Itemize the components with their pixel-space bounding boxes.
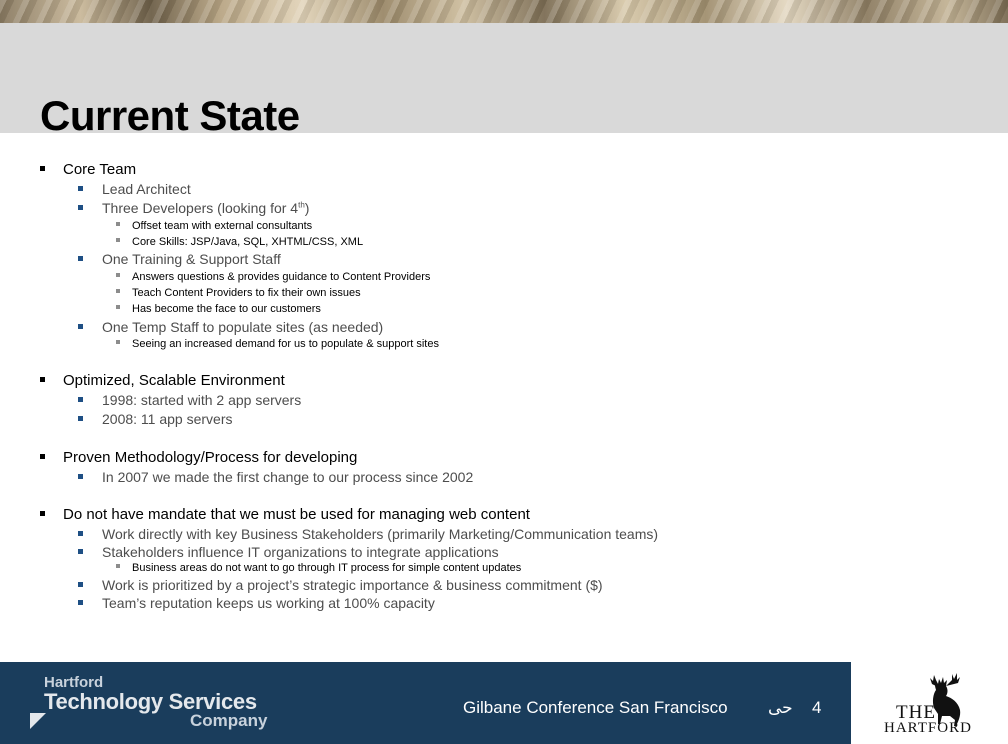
bullet-face-customers <box>116 303 321 315</box>
hartford-logo-name: HARTFORD <box>884 720 972 736</box>
bullet-lead-architect <box>78 181 191 197</box>
bullet-marker <box>116 289 120 293</box>
bullet-text: Seeing an increased demand for us to populate & support sites <box>132 338 439 350</box>
bullet-marker <box>116 305 120 309</box>
bullet-marker <box>78 186 83 191</box>
bullet-marker <box>78 324 83 329</box>
bullet-text: ) <box>304 200 310 216</box>
bullet-stakeholders-influence <box>78 544 499 560</box>
bullet-2008-servers <box>78 411 233 427</box>
bullet-2007-change <box>78 469 473 485</box>
bullet-text: 2008: 11 app servers <box>102 411 233 427</box>
bullet-text: In 2007 we made the first change to our process since 2002 <box>102 469 474 485</box>
bullet-marker <box>116 273 120 277</box>
bullet-work-directly <box>78 526 658 542</box>
bullet-marker <box>40 377 45 382</box>
bullet-business-areas <box>116 562 521 574</box>
bullet-marker <box>40 511 45 516</box>
bullet-marker <box>78 582 83 587</box>
bullet-marker <box>78 531 83 536</box>
bullet-no-mandate <box>40 506 530 523</box>
bullet-text: Optimized, Scalable Environment <box>63 372 285 389</box>
htsc-logo-mark-icon <box>30 713 46 729</box>
bullet-marker <box>78 205 83 210</box>
bullet-text: Offset team with external consultants <box>132 220 313 232</box>
bullet-marker <box>116 340 120 344</box>
bullet-1998-servers <box>78 392 301 408</box>
bullet-proven-methodology <box>40 449 357 466</box>
header-photo-strip <box>0 0 1008 23</box>
bullet-text: Stakeholders influence IT organizations to integrate applications <box>102 544 499 560</box>
bullet-text: Work is prioritized by a project’s strategic importance & business commitment ($) <box>102 577 603 593</box>
bullet-text: Do not have mandate that we must be used for managing web content <box>63 506 530 523</box>
bullet-marker <box>40 454 45 459</box>
htsc-logo-line2: Technology Services <box>44 689 257 714</box>
bullet-text: Has become the face to our customers <box>132 303 321 315</box>
bullet-marker <box>40 166 45 171</box>
bullet-text: Core Skills: JSP/Java, SQL, XHTML/CSS, XML <box>132 236 364 248</box>
bullet-marker <box>78 474 83 479</box>
bullet-training-support <box>78 251 281 267</box>
bullet-core-skills <box>116 236 363 248</box>
bullet-offset-team <box>116 220 312 232</box>
bullet-work-prioritized <box>78 577 603 593</box>
page-title: Current State <box>40 92 300 139</box>
bullet-teach-providers <box>116 287 361 299</box>
bullet-text: Core Team <box>63 161 137 178</box>
bullet-marker <box>78 397 83 402</box>
htsc-logo-line1: Hartford <box>44 674 104 691</box>
htsc-logo-line3: Company <box>190 711 268 730</box>
bullet-text: Business areas do not want to go through IT process for simple content updates <box>132 562 522 574</box>
bullet-text: One Training & Support Staff <box>102 251 281 267</box>
bullet-text: One Temp Staff to populate sites (as needed) <box>102 319 384 335</box>
footer-symbol: حى <box>768 698 793 717</box>
hartford-logo-the: THE <box>896 702 936 723</box>
bullet-text: Proven Methodology/Process for developing <box>63 449 358 466</box>
bullet-superscript: th <box>298 200 305 210</box>
footer-conference: Gilbane Conference San Francisco <box>463 698 728 717</box>
bullet-scalable-environment <box>40 372 285 389</box>
bullet-text: Teach Content Providers to fix their own issues <box>132 287 361 299</box>
bullet-text: 1998: started with 2 app servers <box>102 392 302 408</box>
bullet-text: Lead Architect <box>102 181 191 197</box>
page-number: 4 <box>812 698 822 717</box>
bullet-marker <box>78 416 83 421</box>
bullet-three-developers <box>78 200 309 216</box>
bullet-marker <box>116 238 120 242</box>
bullet-temp-staff <box>78 319 383 335</box>
bullet-text: Answers questions & provides guidance to Content Providers <box>132 271 431 283</box>
bullet-text: Three Developers (looking for 4 <box>102 200 299 216</box>
bullet-marker <box>78 600 83 605</box>
bullet-team-reputation <box>78 595 435 611</box>
bullet-increased-demand <box>116 338 439 350</box>
bullet-marker <box>78 549 83 554</box>
bullet-answers-questions <box>116 271 430 283</box>
bullet-marker <box>78 256 83 261</box>
bullet-marker <box>116 564 120 568</box>
bullet-text: Team’s reputation keeps us working at 100% capacity <box>102 595 435 611</box>
bullet-core-team <box>40 161 136 178</box>
bullet-text: Work directly with key Business Stakeholders (primarily Marketing/Communication teams) <box>102 526 659 542</box>
bullet-marker <box>116 222 120 226</box>
